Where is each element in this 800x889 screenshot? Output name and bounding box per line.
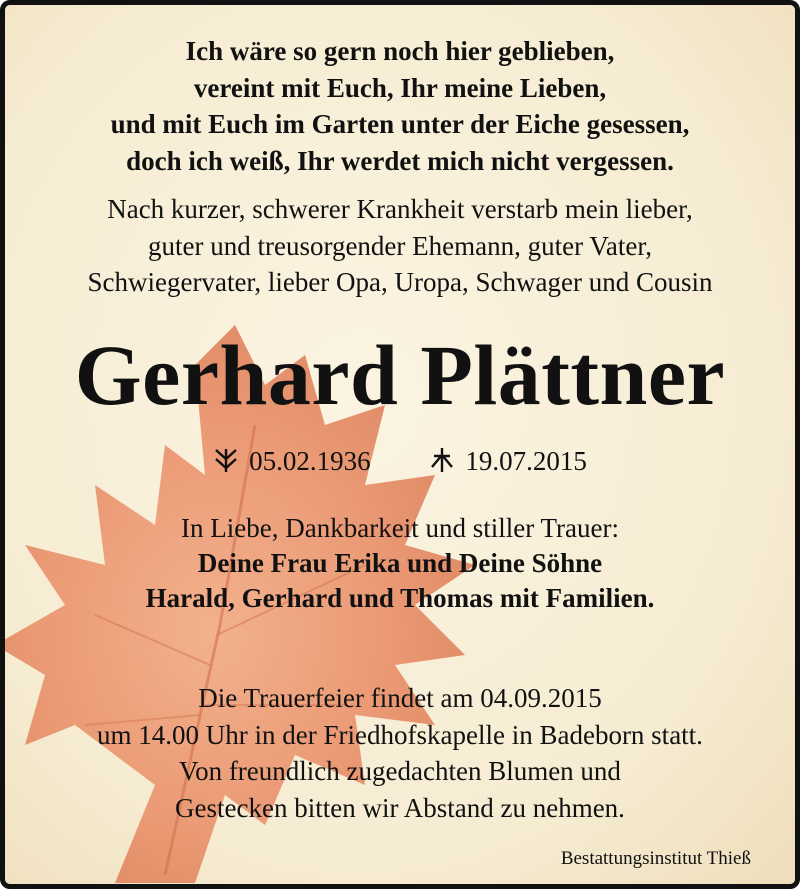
poem-line: Ich wäre so gern noch hier geblieben, bbox=[185, 36, 615, 66]
death-date-group bbox=[429, 443, 587, 479]
birth-date-group bbox=[213, 443, 371, 479]
service-line: Von freundlich zugedachten Blumen und bbox=[179, 756, 621, 786]
mourners-line: Deine Frau Erika und Deine Söhne bbox=[197, 548, 603, 578]
mourners-lead: In Liebe, Dankbarkeit und stiller Trauer: bbox=[181, 513, 619, 543]
intro-text bbox=[5, 191, 795, 301]
poem-line: und mit Euch im Garten unter der Eiche gesessen, bbox=[110, 109, 690, 139]
death-date: 19.07.2015 bbox=[465, 446, 587, 476]
service-line: Gestecken bitten wir Abstand zu nehmen. bbox=[175, 792, 625, 823]
poem-line: doch ich weiß, Ihr werdet mich nicht vergessen. bbox=[126, 145, 674, 176]
life-dates bbox=[5, 443, 795, 479]
intro-line: Schwiegervater, lieber Opa, Uropa, Schwager und Cousin bbox=[87, 267, 713, 297]
deceased-name: Gerhard Plättner bbox=[74, 327, 726, 423]
service-line: Die Trauerfeier findet am 04.09.2015 bbox=[198, 683, 602, 713]
intro-line: Nach kurzer, schwerer Krankheit verstarb mein lieber, bbox=[107, 194, 693, 224]
poem bbox=[5, 33, 795, 179]
intro-line: guter und treusorgender Ehemann, guter Vater, bbox=[147, 230, 652, 261]
birth-rune-icon bbox=[213, 447, 239, 473]
poem-line: vereint mit Euch, Ihr meine Lieben, bbox=[193, 72, 607, 103]
death-rune-icon bbox=[429, 447, 455, 473]
birth-date: 05.02.1936 bbox=[249, 446, 371, 476]
undertaker-credit: Bestattungsinstitut Thieß bbox=[560, 848, 751, 869]
funeral-service-info bbox=[5, 680, 795, 826]
service-line: um 14.00 Uhr in der Friedhofskapelle in Badeborn statt. bbox=[97, 719, 703, 750]
mourners bbox=[5, 511, 795, 616]
mourners-line: Harald, Gerhard und Thomas mit Familien. bbox=[145, 583, 655, 613]
